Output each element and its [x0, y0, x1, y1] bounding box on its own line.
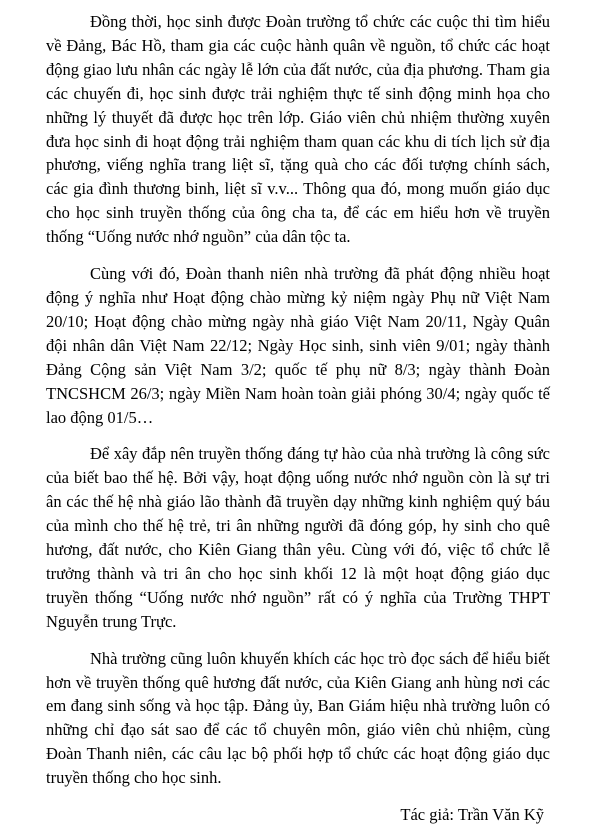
paragraph-reading-encouragement: Nhà trường cũng luôn khuyến khích các học trò đọc sách để hiểu biết hơn về truyền thống quê hương đất nước, của Kiên Giang anh hùng nơi các em đang sinh sống và học tập. Đảng ủy, Ban Giám hiệu nhà trường luôn có những chỉ đạo sát sao để các tổ chuyên môn, giáo viên chủ nhiệm, cùng Đoàn Thanh niên, các câu lạc bộ phối hợp tổ chức các hoạt động giáo dục truyền thống cho học sinh. — [46, 648, 550, 788]
paragraph-gratitude-tradition: Để xây đắp nên truyền thống đáng tự hào của nhà trường là công sức của biết bao thế hệ. Bởi vậy, hoạt động uống nước nhớ nguồn còn là sự tri ân các thế hệ nhà giáo lão thành đã truyền dạy những kinh nghiệm quý báu của mình cho thế hệ trẻ, tri ân những người đã đóng góp, hy sinh cho quê hương, đất nước, cho Kiên Giang thân yêu. Cùng với đó, việc tổ chức lễ trưởng thành và tri ân cho học sinh khối 12 là một hoạt động giáo dục truyền thống “Uống nước nhớ nguồn” rất có ý nghĩa của Trường THPT Nguyễn trung Trực. — [46, 444, 550, 631]
paragraph-commemoration-days: Cùng với đó, Đoàn thanh niên nhà trường đã phát động nhiều hoạt động ý nghĩa như Hoạt động chào mừng kỷ niệm ngày Phụ nữ Việt Nam 20/10; Hoạt động chào mừng ngày nhà giáo Việt Nam 20/11, Ngày Quân đội nhân dân Việt Nam 22/12; Ngày Học sinh, sinh viên 9/01; ngày thành Đảng Cộng sản Việt Nam 3/2; quốc tế phụ nữ 8/3; ngày thành Đoàn TNCSHCM 26/3; ngày Miền Nam hoàn toàn giải phóng 30/4; ngày quốc tế lao động 01/5… — [46, 264, 550, 427]
article-body — [46, 10, 550, 827]
author-signature: Tác giả: Trần Văn Kỹ — [400, 805, 544, 825]
paragraph-youth-union-activities: Đồng thời, học sinh được Đoàn trường tổ chức các cuộc thi tìm hiểu về Đảng, Bác Hồ, tham gia các cuộc hành quân về nguồn, tổ chức các hoạt động giao lưu nhân các ngày lễ lớn của đất nước, của địa phương. Tham gia các chuyến đi, học sinh được trải nghiệm thực tế sinh động minh họa cho những lý thuyết đã được học trên lớp. Giáo viên chủ nhiệm thường xuyên đưa học sinh đi hoạt động trải nghiệm tham quan các khu di tích lịch sử địa phương, viếng nghĩa trang liệt sĩ, tặng quà cho các đối tượng chính sách, các gia đình thương binh, liệt sĩ v.v... Thông qua đó, mong muốn giáo dục cho học sinh truyền thống của ông cha ta, để các em hiểu hơn về truyền thống “Uống nước nhớ nguồn” của dân tộc ta. — [46, 12, 550, 247]
